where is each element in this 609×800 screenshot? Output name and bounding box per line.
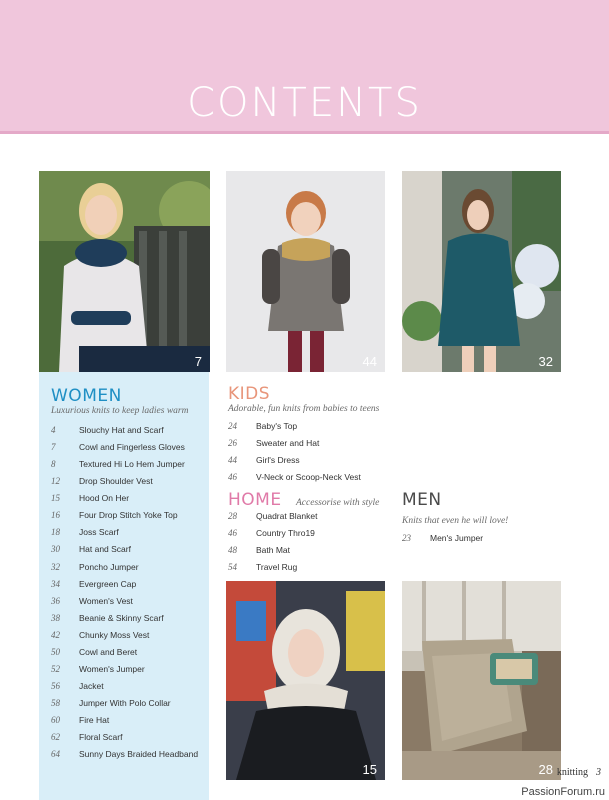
photo-page-number: 15 (362, 762, 377, 777)
toc-entry (402, 530, 562, 547)
men-list (402, 530, 562, 547)
toc-title: Women's Vest (79, 595, 133, 606)
women-subtitle: Luxurious knits to keep ladies warm (51, 406, 189, 416)
photo-page-number: 32 (538, 354, 553, 369)
toc-entry (51, 439, 206, 456)
toc-title: Girl's Dress (256, 455, 300, 465)
toc-title: Evergreen Cap (79, 578, 137, 589)
toc-page-number: 28 (228, 511, 237, 521)
header-rule (0, 131, 609, 134)
toc-page-number: 36 (51, 595, 60, 606)
toc-title: Poncho Jumper (79, 561, 139, 572)
women-heading: WOMEN (51, 386, 122, 406)
toc-entry (51, 559, 206, 576)
toc-page-number: 44 (228, 455, 237, 465)
kids-list (228, 418, 398, 486)
toc-title: Travel Rug (256, 562, 298, 572)
toc-entry (51, 644, 206, 661)
toc-title: Beanie & Skinny Scarf (79, 612, 164, 623)
toc-entry (51, 661, 206, 678)
toc-entry (51, 746, 206, 763)
toc-entry (51, 678, 206, 695)
toc-page-number: 24 (228, 421, 237, 431)
men-subtitle: Knits that even he will love! (402, 516, 509, 526)
toc-entry (228, 452, 398, 469)
toc-page-number: 34 (51, 578, 60, 589)
toc-title: Textured Hi Lo Hem Jumper (79, 459, 185, 470)
toc-title: Drop Shoulder Vest (79, 476, 153, 487)
toc-page-number: 48 (228, 545, 237, 555)
kids-heading: KIDS (228, 384, 271, 404)
toc-title: Country Thro19 (256, 528, 315, 538)
toc-title: Bath Mat (256, 545, 291, 555)
toc-title: Cowl and Fingerless Gloves (79, 442, 185, 453)
magazine-name: knitting (556, 767, 588, 778)
toc-entry (228, 469, 398, 486)
toc-page-number: 42 (51, 629, 60, 640)
photo-page-number: 44 (362, 354, 377, 369)
home-list (228, 508, 398, 576)
toc-title: Fire Hat (79, 715, 110, 726)
toc-page-number: 52 (51, 663, 60, 674)
page-title: CONTENTS (187, 80, 422, 126)
footer-page-number: 3 (596, 767, 601, 778)
toc-entry (51, 712, 206, 729)
toc-entry (51, 473, 206, 490)
toc-title: Quadrat Blanket (256, 511, 318, 521)
toc-title: Jacket (79, 680, 104, 691)
watermark: PassionForum.ru (521, 786, 605, 798)
toc-entry (51, 422, 206, 439)
toc-title: Sunny Days Braided Headband (79, 749, 199, 760)
toc-entry (51, 576, 206, 593)
home-subtitle: Accessorise with style (296, 498, 380, 508)
toc-entry (228, 435, 398, 452)
toc-entry (228, 542, 398, 559)
toc-title: Floral Scarf (79, 732, 123, 743)
toc-page-number: 46 (228, 528, 237, 538)
home-heading: HOME (228, 490, 282, 510)
toc-entry (51, 627, 206, 644)
photo-cowl (226, 581, 385, 780)
toc-entry (51, 729, 206, 746)
photo-page-number: 7 (194, 354, 202, 369)
toc-page-number: 30 (51, 544, 60, 555)
toc-page-number: 54 (228, 562, 237, 572)
toc-title: Joss Scarf (79, 527, 119, 538)
toc-entry (51, 541, 206, 558)
men-heading: MEN (402, 490, 442, 510)
toc-title: Sweater and Hat (256, 438, 320, 448)
toc-entry (51, 456, 206, 473)
toc-title: Chunky Moss Vest (79, 629, 150, 640)
toc-entry (51, 593, 206, 610)
toc-page-number: 4 (51, 425, 56, 435)
toc-entry (228, 508, 398, 525)
toc-title: V-Neck or Scoop-Neck Vest (256, 472, 361, 482)
toc-page-number: 62 (51, 732, 60, 743)
photo-green-dress (402, 171, 561, 372)
toc-page-number: 23 (402, 533, 411, 543)
toc-page-number: 64 (51, 749, 60, 760)
toc-page-number: 38 (51, 612, 60, 623)
toc-entry (228, 525, 398, 542)
women-list (51, 422, 206, 763)
toc-title: Slouchy Hat and Scarf (79, 425, 164, 435)
toc-title: Hood On Her (79, 493, 130, 504)
photo-women (39, 171, 210, 372)
toc-page-number: 26 (228, 438, 237, 448)
toc-page-number: 56 (51, 680, 60, 691)
toc-page-number: 15 (51, 493, 60, 504)
toc-title: Women's Jumper (79, 663, 145, 674)
photo-blanket (402, 581, 561, 780)
toc-entry (51, 695, 206, 712)
toc-page-number: 7 (51, 442, 56, 453)
toc-title: Jumper With Polo Collar (79, 698, 171, 708)
toc-page-number: 46 (228, 472, 237, 482)
toc-title: Cowl and Beret (79, 646, 138, 657)
toc-entry (51, 490, 206, 507)
toc-title: Hat and Scarf (79, 544, 131, 555)
photo-page-number: 28 (538, 762, 553, 777)
toc-entry (51, 610, 206, 627)
toc-title: Men's Jumper (430, 533, 484, 543)
toc-page-number: 16 (51, 510, 60, 521)
toc-title: Baby's Top (256, 421, 298, 431)
toc-page-number: 58 (51, 698, 60, 708)
toc-page-number: 8 (51, 459, 56, 470)
page-footer (557, 767, 601, 778)
toc-entry (228, 559, 398, 576)
toc-title: Four Drop Stitch Yoke Top (79, 510, 178, 521)
kids-subtitle: Adorable, fun knits from babies to teens (228, 404, 380, 414)
photo-kids (226, 171, 385, 372)
toc-page-number: 50 (51, 646, 60, 657)
toc-page-number: 60 (51, 715, 60, 726)
toc-entry (228, 418, 398, 435)
toc-page-number: 32 (51, 561, 60, 572)
toc-entry (51, 507, 206, 524)
toc-page-number: 18 (51, 527, 60, 538)
toc-entry (51, 524, 206, 541)
toc-page-number: 12 (51, 476, 60, 487)
